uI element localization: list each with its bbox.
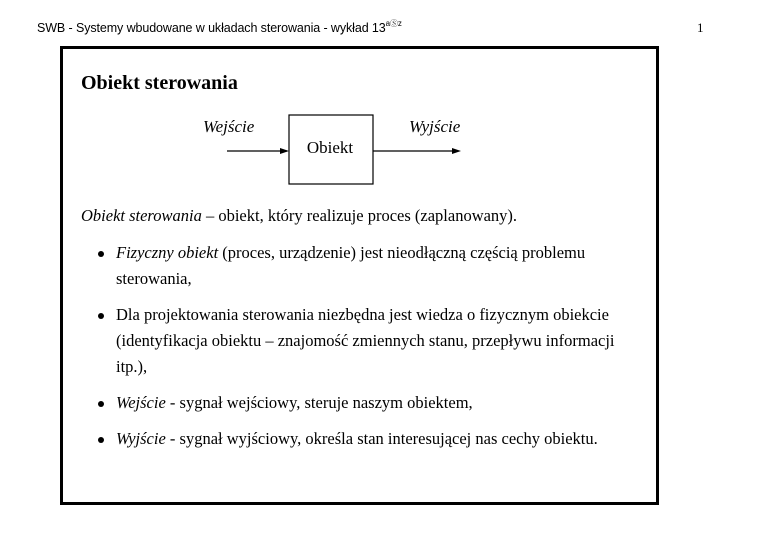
list-item (95, 426, 635, 452)
page-header (0, 0, 768, 40)
bullet-emphasis: Fizyczny obiekt (116, 243, 219, 262)
definition-text: – obiekt, który realizuje proces (zaplanowany). (201, 206, 518, 225)
definition-term: Obiekt sterowania (81, 206, 202, 225)
bullet-emphasis: Wyjście (116, 429, 166, 448)
bullet-text: (proces, urządzenie) jest nieodłączną częścią problemu sterowania, (116, 243, 586, 288)
bullet-text: - sygnał wejściowy, steruje naszym obiektem, (165, 393, 473, 412)
object-box-label: Obiekt (306, 138, 354, 157)
header-title (37, 19, 402, 35)
bullet-emphasis: Wejście (116, 393, 166, 412)
bullet-icon (98, 401, 104, 407)
bullet-list (95, 240, 635, 462)
block-diagram (190, 112, 490, 192)
bullet-text: Dla projektowania sterowania niezbędna jest wiedza o fizycznym obiekcie (identyfikacja obiektu – znajomość zmiennych stanu, przepływu informacji itp.), (116, 305, 615, 376)
bullet-text: - sygnał wyjściowy, określa stan interesującej nas cechy obiektu. (165, 429, 598, 448)
list-item (95, 390, 635, 416)
bullet-icon (98, 313, 104, 319)
header-title-suffix: aⓈz (385, 19, 402, 28)
list-item (95, 302, 635, 380)
header-title-text: SWB - Systemy wbudowane w układach sterowania - wykład 13 (37, 21, 386, 36)
page-number: 1 (697, 20, 704, 35)
bullet-icon (98, 437, 104, 443)
output-label: Wyjście (409, 117, 461, 136)
definition (81, 206, 517, 226)
output-arrowhead (452, 148, 461, 154)
input-label: Wejście (203, 117, 255, 136)
list-item (95, 240, 635, 292)
slide-title: Obiekt sterowania (81, 72, 238, 94)
bullet-icon (98, 251, 104, 257)
